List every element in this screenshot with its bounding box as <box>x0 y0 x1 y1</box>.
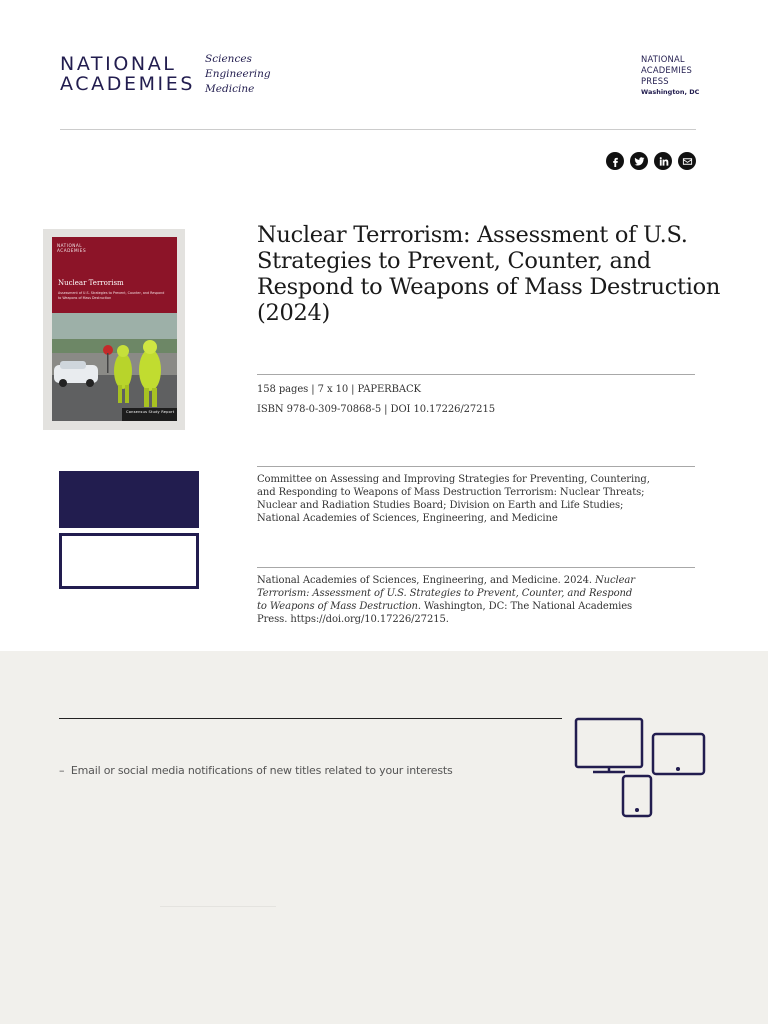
notification-item-text: Email or social media notifications of new titles related to your interests <box>70 764 453 777</box>
devices-icon <box>573 716 709 824</box>
primary-action-button[interactable] <box>59 471 199 528</box>
logo-wordmark-line2: ACADEMIES <box>60 73 196 95</box>
press-logo-city: Washington, DC <box>641 88 700 96</box>
logo-sub-sciences: Sciences <box>205 53 252 65</box>
logo-sub-medicine: Medicine <box>205 83 255 95</box>
book-title: Nuclear Terrorism: Assessment of U.S. Strategies to Prevent, Counter, and Respond to Weapons of Mass Destruction (2024) <box>257 222 721 326</box>
secondary-action-button[interactable] <box>59 533 199 589</box>
cover-logo <box>57 243 86 253</box>
cover-logo-line2: ACADEMIES <box>57 248 87 253</box>
logo-wordmark-line1: NATIONAL <box>60 53 177 75</box>
cover-photo <box>52 313 177 421</box>
logo-wordmark <box>60 54 195 94</box>
cover-subtitle: Assessment of U.S. Strategies to Prevent, Counter, and Respond to Weapons of Mass Destruction <box>58 291 165 300</box>
meta-divider <box>257 374 695 375</box>
facebook-icon[interactable] <box>606 152 624 170</box>
twitter-icon[interactable] <box>630 152 648 170</box>
citation-prefix: National Academies of Sciences, Engineering, and Medicine. 2024. <box>257 575 596 586</box>
press-logo-line1: NATIONAL <box>641 54 685 64</box>
linkedin-icon[interactable] <box>654 152 672 170</box>
notification-divider <box>59 718 562 719</box>
national-academies-press-logo[interactable] <box>641 54 699 97</box>
page-bottom-section <box>0 651 768 1024</box>
book-isbn-doi: ISBN 978-0-309-70868-5 | DOI 10.17226/27215 <box>257 404 495 415</box>
header-divider <box>60 129 696 130</box>
share-icons <box>606 152 696 170</box>
citation-suffix: . Washington, DC: The National Academies Press. https://doi.org/10.17226/27215. <box>257 601 633 625</box>
press-logo-line2: ACADEMIES <box>641 65 693 75</box>
book-authors: Committee on Assessing and Improving Strategies for Preventing, Countering, and Responding to Weapons of Mass Destruction Terrorism: Nuclear Threats; Nuclear and Radiation Studies Board; Division on Earth and Life Studies; National Academies of Sciences, Engineering, and Medicine <box>257 474 650 524</box>
faint-divider <box>160 906 276 907</box>
email-icon[interactable] <box>678 152 696 170</box>
logo-subtitle <box>205 52 271 97</box>
cover-logo-line1: NATIONAL <box>57 243 83 248</box>
cover-report-badge: Consensus Study Report <box>126 410 175 414</box>
authors-divider <box>257 466 695 467</box>
citation-divider <box>257 567 695 568</box>
cover-photo-illustration <box>52 313 177 421</box>
book-cover-image[interactable] <box>52 237 177 421</box>
press-logo-line3: PRESS <box>641 76 669 86</box>
book-format-info: 158 pages | 7 x 10 | PAPERBACK <box>257 384 421 395</box>
cover-title: Nuclear Terrorism <box>58 279 124 287</box>
national-academies-logo[interactable] <box>60 54 271 97</box>
logo-sub-engineering: Engineering <box>205 68 271 80</box>
notification-list-item: – Email or social media notifications of new titles related to your interests <box>59 764 453 777</box>
citation-title: Nuclear Terrorism: Assessment of U.S. Strategies to Prevent, Counter, and Respond to Weapons of Mass Destruction <box>257 575 635 612</box>
book-citation <box>257 574 642 626</box>
